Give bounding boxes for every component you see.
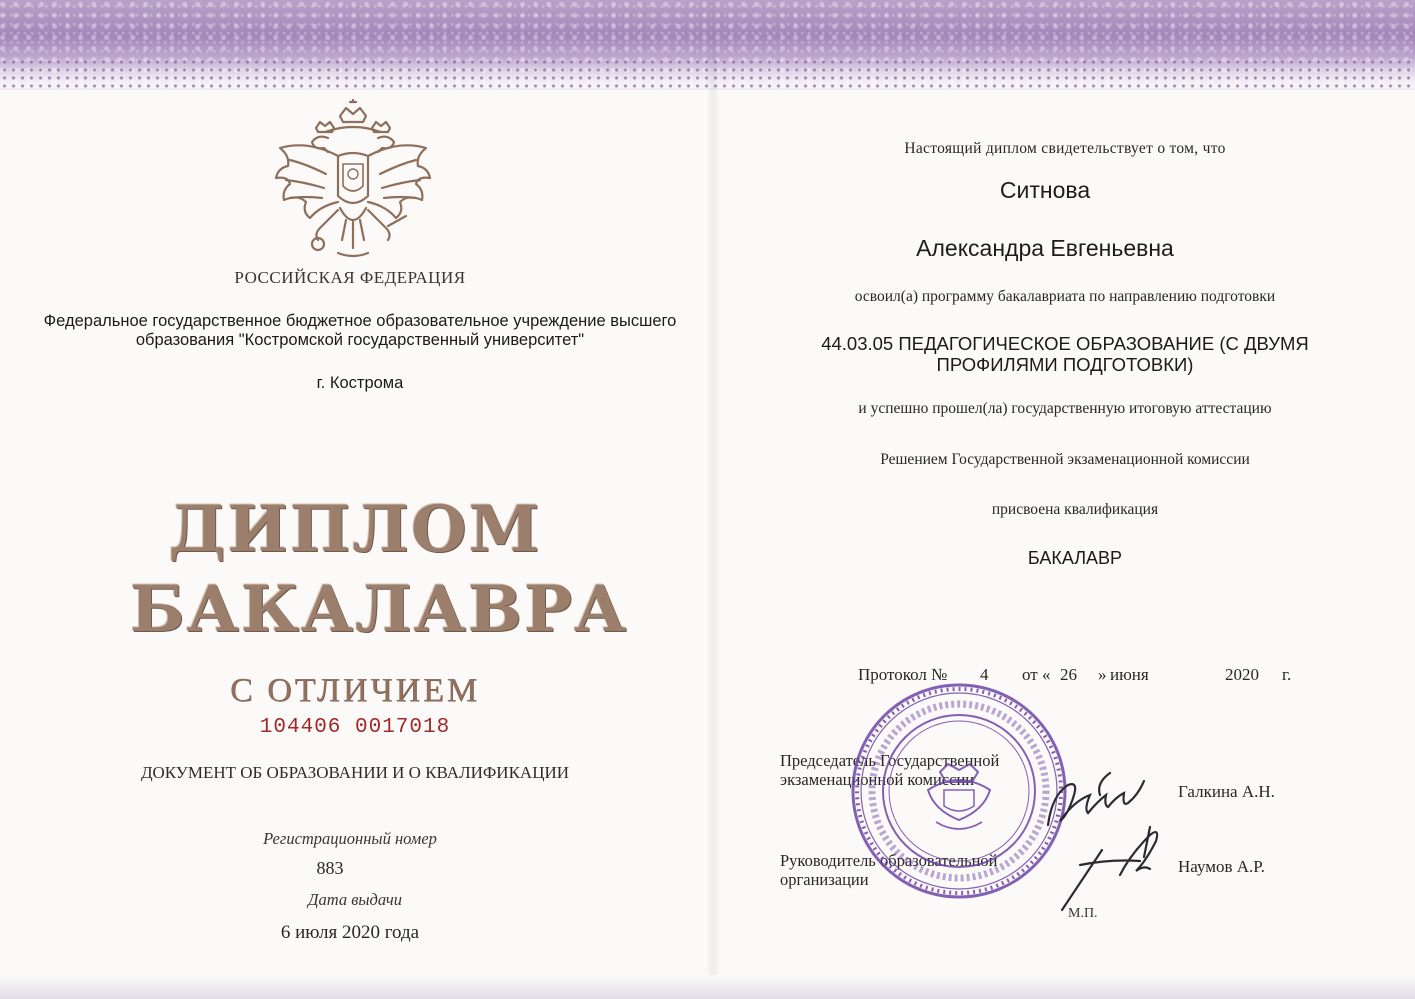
honors-label: С ОТЛИЧИЕМ xyxy=(229,672,481,709)
program-name: 44.03.05 ПЕДАГОГИЧЕСКОЕ ОБРАЗОВАНИЕ (С ДВУМЯ ПРОФИЛЯМИ ПОДГОТОВКИ) xyxy=(821,333,1309,375)
document-type: ДОКУМЕНТ ОБ ОБРАЗОВАНИИ И О КВАЛИФИКАЦИИ xyxy=(140,763,570,782)
protocol-month: июня xyxy=(1110,665,1149,684)
serial-number: 104406 0017018 xyxy=(259,716,451,739)
issue-date-label: Дата выдачи xyxy=(307,890,403,909)
seal-place-mark: М.П. xyxy=(1068,906,1098,921)
protocol-year: 2020 xyxy=(1225,665,1259,684)
head-label: Руководитель образовательной организации xyxy=(780,851,998,889)
diploma-title-line1: ДИПЛОМ xyxy=(168,492,542,567)
chair-name: Галкина А.Н. xyxy=(1178,782,1275,801)
protocol-month-quote: » xyxy=(1098,665,1107,684)
attestation-text: и успешно прошел(ла) государственную итоговую аттестацию xyxy=(858,400,1272,417)
head-signature-icon xyxy=(1050,815,1175,915)
issue-date: 6 июля 2020 года xyxy=(280,922,420,943)
university-seal-stamp-icon xyxy=(848,680,1070,902)
diploma-title-line2: БАКАЛАВРА xyxy=(130,572,629,647)
protocol-number: 4 xyxy=(980,665,989,684)
qualification-assigned-text: присвоена квалификация xyxy=(991,501,1159,518)
country-name: РОССИЙСКАЯ ФЕДЕРАЦИЯ xyxy=(234,268,466,287)
protocol-from-label: от « xyxy=(1022,665,1051,684)
protocol-year-suffix: г. xyxy=(1282,665,1292,684)
protocol-day: 26 xyxy=(1060,665,1077,684)
organization-city: г. Кострома xyxy=(316,374,404,392)
graduate-given-names: Александра Евгеньевна xyxy=(916,235,1174,261)
organization-name: Федеральное государственное бюджетное образовательное учреждение высшего образования "Костромской государственный университет" xyxy=(43,312,677,349)
protocol-label: Протокол № xyxy=(858,665,948,684)
double-headed-eagle-emblem-icon xyxy=(268,98,438,263)
certification-intro: Настоящий диплом свидетельствует о том, что xyxy=(904,140,1226,157)
qualification: БАКАЛАВР xyxy=(1027,548,1123,568)
graduate-surname: Ситнова xyxy=(999,177,1091,203)
registration-number-label: Регистрационный номер xyxy=(263,829,437,848)
center-fold xyxy=(706,0,720,999)
registration-number: 883 xyxy=(316,858,344,878)
mastered-program-text: освоил(а) программу бакалавриата по направлению подготовки xyxy=(854,288,1276,305)
head-name: Наумов А.Р. xyxy=(1178,857,1265,876)
bottom-edge xyxy=(0,975,1415,999)
chair-label: Председатель Государственной экзаменационной комиссии xyxy=(780,751,1000,789)
commission-decision-text: Решением Государственной экзаменационной комиссии xyxy=(880,451,1250,468)
